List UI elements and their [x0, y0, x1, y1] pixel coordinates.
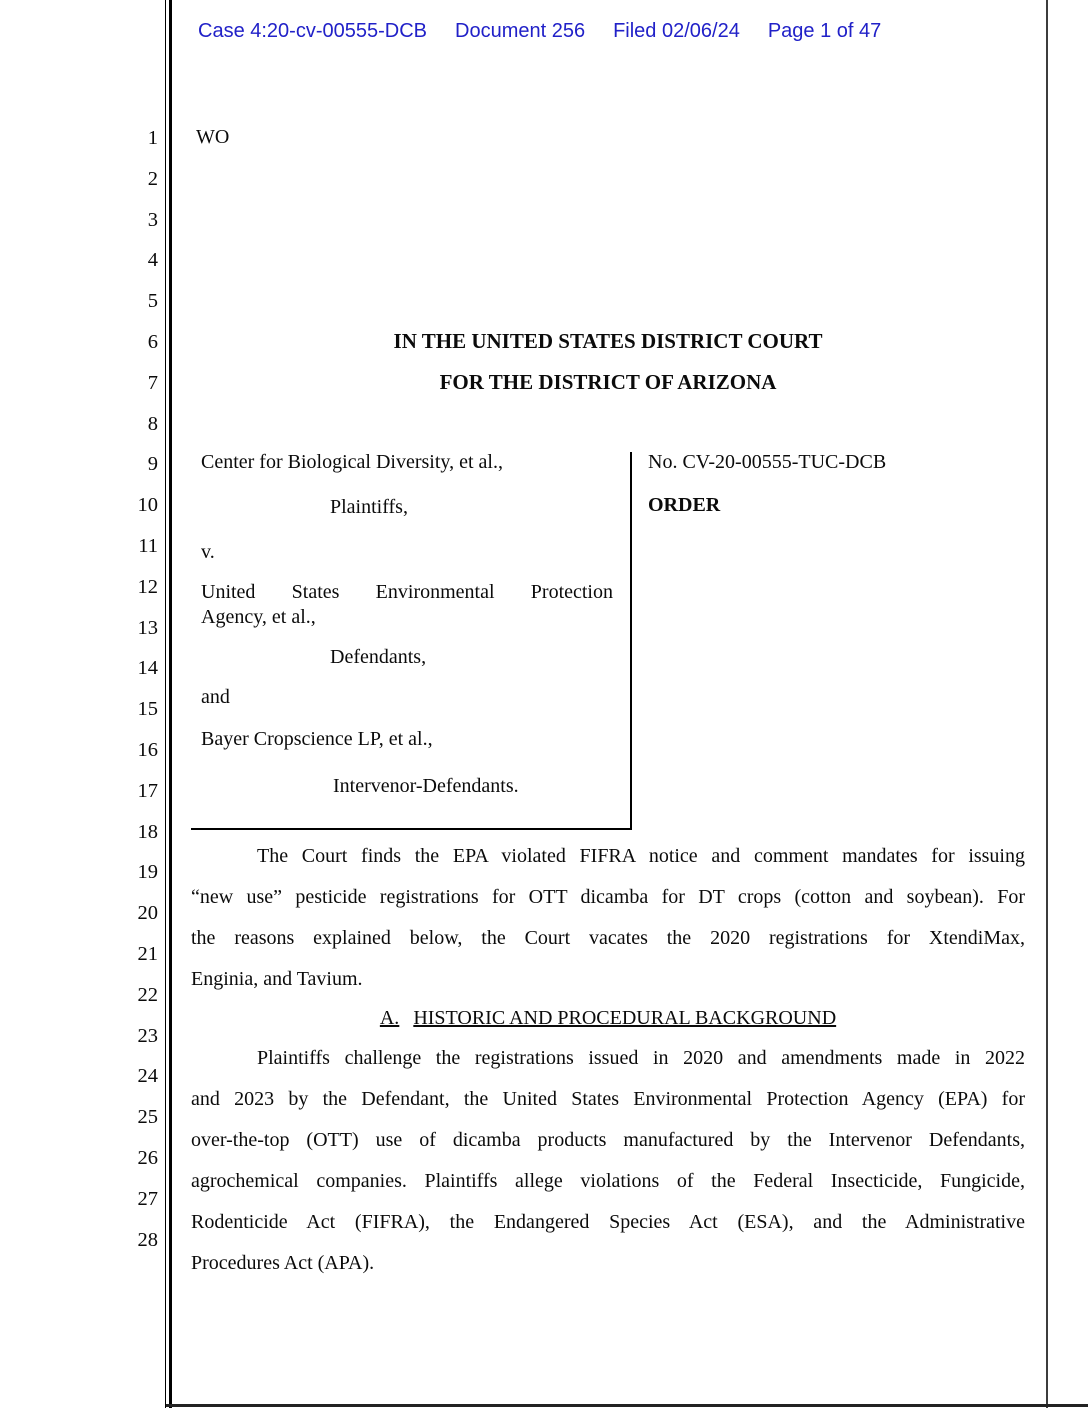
line-number: 13 [137, 616, 158, 639]
caption-defendant-role: Defendants, [330, 646, 427, 668]
line-number: 24 [137, 1065, 158, 1088]
line-number-column [118, 0, 158, 1408]
body-text-line: “new use” pesticide registrations for OTT dicamba for DT crops (cotton and soybean). For [191, 886, 1025, 908]
line-number: 4 [147, 249, 158, 272]
line-number: 6 [147, 331, 158, 353]
caption-case-number: No. CV-20-00555-TUC-DCB [648, 451, 887, 473]
body-text-line: agrochemical companies. Plaintiffs allege violations of the Federal Insecticide, Fungicide, [191, 1170, 1025, 1192]
body-text-line: Procedures Act (APA). [191, 1252, 375, 1274]
body-text-line: and 2023 by the Defendant, the United States Environmental Protection Agency (EPA) for [191, 1088, 1025, 1110]
caption-intervenor: Bayer Cropscience LP, et al., [201, 728, 433, 750]
stamp-document-number: Document 256 [455, 20, 586, 42]
line-number: 21 [137, 943, 158, 965]
stamp-case-number: Case 4:20-cv-00555-DCB [198, 20, 427, 42]
caption-versus: v. [201, 541, 215, 563]
pleading-right-rule [1046, 0, 1048, 1408]
caption-order-label: ORDER [648, 494, 721, 516]
line-number: 17 [137, 779, 158, 802]
line-number: 18 [137, 820, 158, 843]
section-heading [191, 998, 1025, 1039]
body-text-line: over-the-top (OTT) use of dicamba products manufactured by the Intervenor Defendants, [191, 1129, 1025, 1151]
line-number: 1 [147, 127, 158, 149]
wo-designation: WO [196, 126, 230, 148]
line-number: 5 [147, 290, 158, 313]
caption-plaintiff-role: Plaintiffs, [330, 496, 408, 518]
body-text-line: the reasons explained below, the Court vacates the 2020 registrations for XtendiMax, [191, 927, 1025, 949]
page-bottom-edge [166, 1404, 1088, 1407]
line-number: 25 [137, 1106, 158, 1129]
caption-intervenor-role: Intervenor-Defendants. [333, 775, 519, 797]
court-title-line1: IN THE UNITED STATES DISTRICT COURT [393, 329, 823, 353]
body-text-line: The Court finds the EPA violated FIFRA notice and comment mandates for issuing [257, 845, 1025, 867]
section-heading-letter: A. [379, 1007, 400, 1029]
ecf-header-stamp [198, 18, 881, 44]
line-number: 12 [137, 575, 158, 598]
caption-bottom-rule [191, 828, 632, 830]
stamp-filed-date: Filed 02/06/24 [613, 20, 740, 42]
court-title [191, 328, 1025, 410]
body-text-line: Enginia, and Tavium. [191, 968, 363, 990]
line-number: 9 [147, 453, 158, 476]
line-number: 10 [137, 494, 158, 517]
line-number: 27 [137, 1187, 158, 1210]
caption-defendant-line1: United States Environmental Protection [201, 581, 613, 603]
stamp-page-number: Page 1 of 47 [767, 20, 882, 42]
line-number: 2 [147, 167, 158, 190]
line-number: 3 [147, 208, 158, 231]
line-number: 20 [137, 902, 158, 925]
caption-defendant-line2: Agency, et al., [201, 606, 316, 628]
line-number: 7 [147, 371, 158, 394]
line-number: 16 [137, 739, 158, 761]
caption-conjunction: and [201, 686, 230, 708]
background-paragraph [191, 1038, 1025, 1284]
line-number: 26 [137, 1147, 158, 1169]
line-number: 14 [137, 657, 158, 680]
body-text-line: Plaintiffs challenge the registrations issued in 2020 and amendments made in 2022 [257, 1047, 1025, 1069]
caption-vertical-divider [630, 452, 632, 829]
section-heading-text: HISTORIC AND PROCEDURAL BACKGROUND [413, 1007, 837, 1029]
line-number: 19 [137, 861, 158, 884]
line-number: 23 [137, 1024, 158, 1047]
opening-paragraph [191, 836, 1025, 1000]
court-title-line2: FOR THE DISTRICT OF ARIZONA [439, 370, 777, 394]
pleading-left-rule-thick [169, 0, 172, 1408]
line-number: 15 [137, 698, 158, 721]
caption-plaintiff: Center for Biological Diversity, et al., [201, 451, 503, 473]
line-number: 8 [147, 412, 158, 435]
body-text-line: Rodenticide Act (FIFRA), the Endangered Species Act (ESA), and the Administrative [191, 1211, 1025, 1233]
case-caption [191, 446, 1025, 830]
line-number: 28 [137, 1228, 158, 1251]
line-number: 11 [138, 535, 158, 557]
pleading-left-rule-thin [165, 0, 166, 1408]
line-number: 22 [137, 983, 158, 1006]
